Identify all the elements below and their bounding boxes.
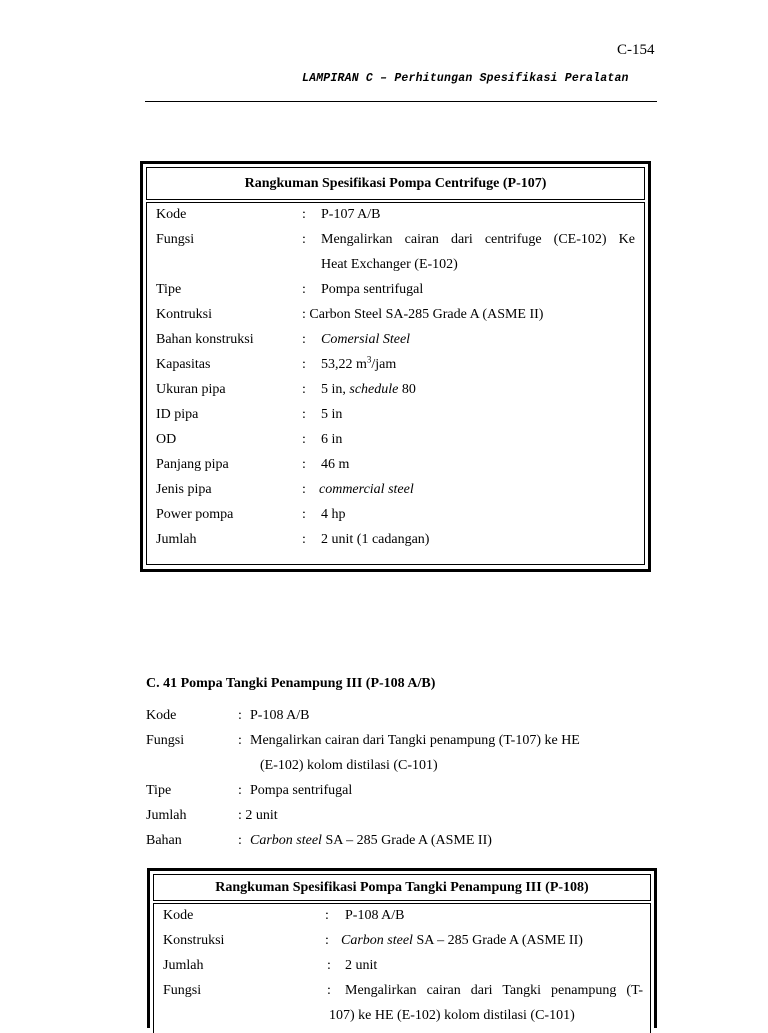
spec-table2-title: Rangkuman Spesifikasi Pompa Tangki Penampung III (P-108)	[215, 880, 589, 895]
spec-table-body-cell: Kode : P-107 A/B Fungsi : Mengalirkan cairan dari centrifuge (CE-102) Ke Heat Exchanger (E-102) Tipe : Pompa sentrifugal Kontruksi : Carbon Steel SA-285 Grade A (ASME II) Bahan konstruksi : Comersial Steel Kapasitas : 53,22 $m^3$/jam Ukuran pipa : 5 in, schedule 80 ID pipa : 5 in OD : 6 in Panjang pipa : 46 m Jenis pipa : commercial steel Power pompa : 4 hp Jumlah : 2 unit (1 cadangan)	[146, 202, 645, 565]
page-number: C-154	[617, 42, 655, 58]
section-spec-list: Kode : P-108 A/B Fungsi : Mengalirkan cairan dari Tangki penampung (T-107) ke HE (E-102) kolom distilasi (C-101) Tipe : Pompa sentrifugal Jumlah : 2 unit Bahan : Carbon steel SA – 285 Grade A (ASME II)	[146, 708, 580, 848]
spec-table-p108	[147, 868, 657, 1028]
header-rule	[145, 101, 657, 102]
running-header: LAMPIRAN C – Perhitungan Spesifikasi Peralatan	[302, 72, 629, 85]
spec-table2-title-cell	[153, 874, 651, 901]
spec-table-title: Rangkuman Spesifikasi Pompa Centrifuge (P-107)	[244, 176, 547, 191]
spec-table-p107	[140, 161, 651, 572]
spec-table-title-cell	[146, 167, 645, 200]
section-heading: C. 41 Pompa Tangki Penampung III (P-108 A/B)	[146, 676, 436, 691]
spec-table2-body-cell: Kode : P-108 A/B Konstruksi : Carbon steel SA – 285 Grade A (ASME II) Jumlah : 2 unit Fungsi : Mengalirkan cairan dari Tangki penampung (T- 107) ke HE (E-102) kolom distilasi (C-101)	[153, 903, 651, 1033]
